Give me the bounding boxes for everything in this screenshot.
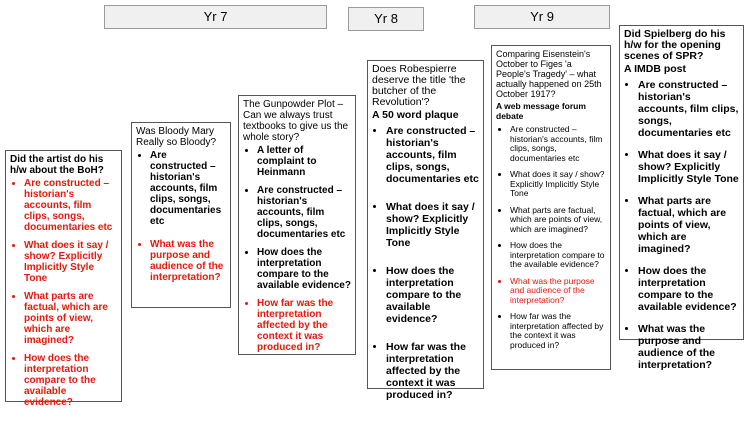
- task-box-subtitle: A IMDB post: [624, 63, 687, 75]
- list-item: • What was the purpose and audience of the interpretation?: [638, 323, 739, 371]
- list-item: • What parts are factual, which are points of view, which are imagined?: [638, 195, 739, 255]
- list-item: • How does the interpretation compare to the available evidence?: [257, 247, 351, 291]
- task-box-eisenstein-figes: [491, 45, 611, 370]
- list-item: • What was the purpose and audience of the interpretation?: [510, 277, 606, 306]
- task-box-list: [372, 125, 479, 401]
- tab-yr8: Yr 8: [348, 7, 424, 31]
- task-box-gunpowder-plot: [238, 95, 356, 355]
- list-item: • What parts are factual, which are points of view, which are imagined?: [510, 206, 606, 235]
- task-box-title: Comparing Eisenstein's October to Figes 'a People's Tragedy' – what actually happened on 25th October 1917?: [496, 49, 602, 99]
- task-box-spielberg-spr: [619, 25, 744, 371]
- task-box-title: Does Robespierre deserve the title 'the butcher of the Revolution'?: [372, 63, 466, 108]
- list-item: • Are constructed – historian's accounts, film clips, songs, documentaries etc: [638, 79, 739, 139]
- list-item: • What does it say / show? Explicitly Implicitly Style Tone: [638, 149, 739, 185]
- list-item: • What does it say / show? Explicitly Implicitly Style Tone: [24, 240, 117, 284]
- list-item: • How does the interpretation compare to the available evidence?: [510, 241, 606, 270]
- list-item: • What parts are factual, which are points of view, which are imagined?: [24, 291, 117, 346]
- list-item: • How does the interpretation compare to the available evidence?: [386, 265, 479, 325]
- list-item: • Are constructed – historian's accounts, film clips, songs, documentaries etc: [24, 178, 117, 233]
- task-box-artist-boh: [5, 150, 122, 408]
- list-item: • What does it say / show? Explicitly Implicitly Style Tone: [386, 201, 479, 249]
- task-box-subtitle: A 50 word plaque: [372, 109, 459, 121]
- tab-yr7: Yr 7: [104, 5, 327, 29]
- task-box-list: [496, 125, 606, 350]
- list-item: • A letter of complaint to Heinmann: [257, 145, 351, 178]
- list-item: • How far was the interpretation affected by the context it was produced in?: [386, 341, 479, 401]
- tab-yr9: Yr 9: [474, 5, 610, 29]
- task-box-list: [10, 178, 117, 408]
- task-box-list: [136, 150, 226, 283]
- list-item: • How does the interpretation compare to the available evidence?: [24, 353, 117, 408]
- list-item: • Are constructed – historian's accounts, film clips, songs, documentaries etc: [510, 125, 606, 163]
- task-box-subtitle: A web message forum debate: [496, 101, 586, 121]
- task-box-robespierre: [367, 60, 484, 401]
- list-item: • What was the purpose and audience of the interpretation?: [150, 239, 226, 283]
- list-item: • Are constructed – historian's accounts, film clips, songs, documentaries etc: [150, 150, 226, 227]
- list-item: • How far was the interpretation affected by the context it was produced in?: [510, 312, 606, 350]
- task-box-bloody-mary: [131, 122, 231, 308]
- list-item: • Are constructed – historian's accounts, film clips, songs, documentaries etc: [386, 125, 479, 185]
- list-item: • What does it say / show? Explicitly Implicitly Style Tone: [510, 170, 606, 199]
- task-box-list: [624, 79, 739, 371]
- task-box-title: The Gunpowder Plot – Can we always trust textbooks to give us the whole story?: [243, 99, 349, 143]
- task-box-title: Did Spielberg do his h/w for the opening scenes of SPR?: [624, 28, 726, 62]
- task-box-list: [243, 145, 351, 353]
- list-item: • Are constructed – historian's accounts, film clips, songs, documentaries etc: [257, 185, 351, 240]
- task-box-title: Did the artist do his h/w about the BoH?: [10, 154, 104, 176]
- list-item: • How far was the interpretation affected by the context it was produced in?: [257, 298, 351, 353]
- list-item: • How does the interpretation compare to the available evidence?: [638, 265, 739, 313]
- task-box-title: Was Bloody Mary Really so Bloody?: [136, 126, 217, 148]
